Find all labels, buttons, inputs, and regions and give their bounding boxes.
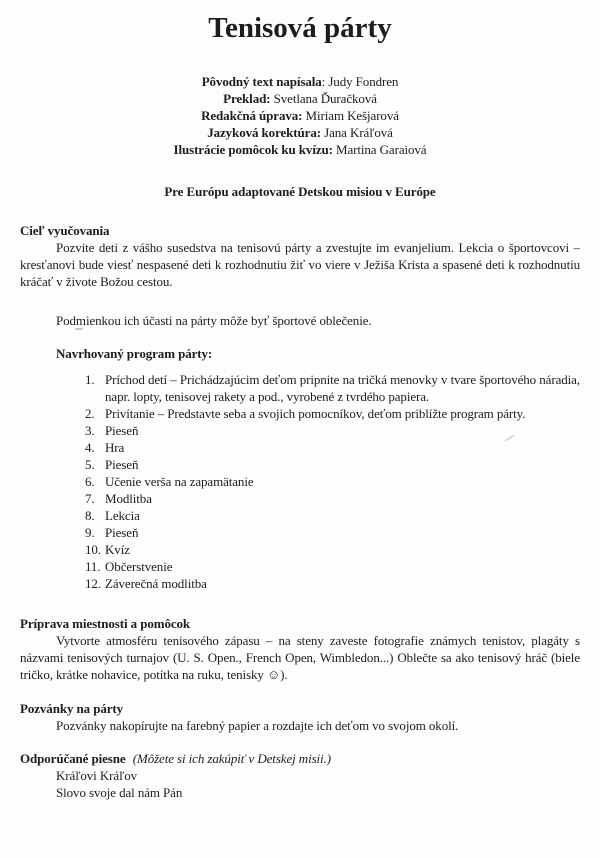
program-heading: Navrhovaný program párty:: [56, 346, 213, 361]
item-number: 1.: [85, 372, 95, 387]
credits-block: [20, 73, 580, 158]
goal-paragraph: Pozvite deti z vášho susedstva na tenisovú párty a zvestujte im evanjelium. Lekcia o športovcovi – kresťanovi bude viesť nespasené deti k rozhodnutiu žiť vo viere v Ježiša Krista a spasené deti k rozhodnutiu kráčať v živote Božou cestou.: [20, 240, 580, 289]
program-item: [85, 558, 580, 575]
credit-value: : Judy Fondren: [321, 74, 399, 89]
credit-value: Svetlana Ďuračková: [270, 91, 377, 106]
item-number: 5.: [85, 457, 95, 472]
section-program: [20, 345, 580, 592]
item-number: 8.: [85, 508, 95, 523]
credit-line-original-author: [20, 73, 580, 90]
program-item: [85, 405, 580, 422]
program-item: [85, 422, 580, 439]
credit-value: Miriam Kešjarová: [302, 108, 399, 123]
program-item: [85, 456, 580, 473]
item-text: Kvíz: [105, 542, 130, 557]
credit-line-translation: [20, 90, 580, 107]
section-preparation: [20, 615, 580, 683]
item-text: Hra: [105, 440, 125, 455]
credit-value: Martina Garaiová: [332, 142, 427, 157]
credit-line-editing: [20, 107, 580, 124]
credit-label: Pôvodný text napísala: [201, 74, 322, 89]
program-item: [85, 371, 580, 405]
program-item: [85, 575, 580, 592]
item-number: 11.: [85, 559, 101, 574]
item-number: 3.: [85, 423, 95, 438]
item-text: Učenie verša na zapamätanie: [105, 474, 254, 489]
credit-label: Redakčná úprava:: [201, 108, 303, 123]
section-songs: [20, 750, 580, 801]
section-goal: [20, 222, 580, 329]
preparation-paragraph: Vytvorte atmosféru tenisového zápasu – na steny zaveste fotografie známych tenistov, plagáty s názvami tenisových turnajov (U. S. Open., French Open, Wimbledon...) Oblečte sa ako tenisový hráč (biele tričko, krátke nohavice, potítka na ruku, tenisky ☺).: [20, 633, 580, 682]
item-number: 7.: [85, 491, 95, 506]
program-list: [85, 371, 580, 592]
item-text: Lekcia: [105, 508, 140, 523]
goal-note: Podmienkou ich účasti na párty môže byť športové oblečenie.: [56, 313, 372, 328]
program-item: [85, 507, 580, 524]
song-title: Kráľovi Kráľov: [56, 768, 137, 783]
item-text: Modlitba: [105, 491, 152, 506]
program-item: [85, 524, 580, 541]
preparation-heading: Príprava miestnosti a pomôcok: [20, 616, 191, 631]
goal-heading: Cieľ vyučovania: [20, 223, 110, 238]
program-item: [85, 439, 580, 456]
item-text: Pieseň: [105, 525, 139, 540]
credit-label: Ilustrácie pomôcok ku kvízu:: [173, 142, 333, 157]
credit-label: Jazyková korektúra:: [207, 125, 321, 140]
item-number: 2.: [85, 406, 95, 421]
program-item: [85, 473, 580, 490]
item-text: Pieseň: [105, 457, 139, 472]
credit-line-illustrations: [20, 141, 580, 158]
songs-heading-note: (Môžete si ich zakúpiť v Detskej misii.): [132, 751, 331, 766]
document-title: Tenisová párty: [208, 12, 392, 44]
songs-heading-label: Odporúčané piesne: [20, 751, 126, 766]
item-number: 10.: [85, 542, 101, 557]
item-number: 4.: [85, 440, 95, 455]
item-text: Záverečná modlitba: [105, 576, 207, 591]
program-item: [85, 541, 580, 558]
item-number: 6.: [85, 474, 95, 489]
credit-label: Preklad:: [223, 91, 271, 106]
song-title: Slovo svoje dal nám Pán: [56, 785, 183, 800]
section-invitations: [20, 700, 580, 734]
program-item: [85, 490, 580, 507]
item-text: Privítanie – Predstavte seba a svojich pomocníkov, deťom priblížte program párty.: [105, 406, 526, 421]
scan-artifact: [75, 328, 83, 330]
item-text: Pieseň: [105, 423, 139, 438]
invitations-paragraph: Pozvánky nakopírujte na farebný papier a rozdajte ich deťom vo svojom okolí.: [56, 718, 459, 733]
adaptation-line: Pre Európu adaptované Detskou misiou v Európe: [164, 184, 436, 199]
item-text: Občerstvenie: [105, 559, 173, 574]
item-text: Príchod detí – Prichádzajúcim deťom pripnite na tričká menovky v tvare športového náradia, napr. lopty, tenisovej rakety a pod., vyrobené z tvrdého papiera.: [105, 372, 580, 404]
credit-line-proofreading: [20, 124, 580, 141]
item-number: 12.: [85, 576, 101, 591]
credit-value: Jana Kráľová: [320, 125, 393, 140]
item-number: 9.: [85, 525, 95, 540]
songs-heading: [20, 750, 580, 767]
invitations-heading: Pozvánky na párty: [20, 701, 124, 716]
